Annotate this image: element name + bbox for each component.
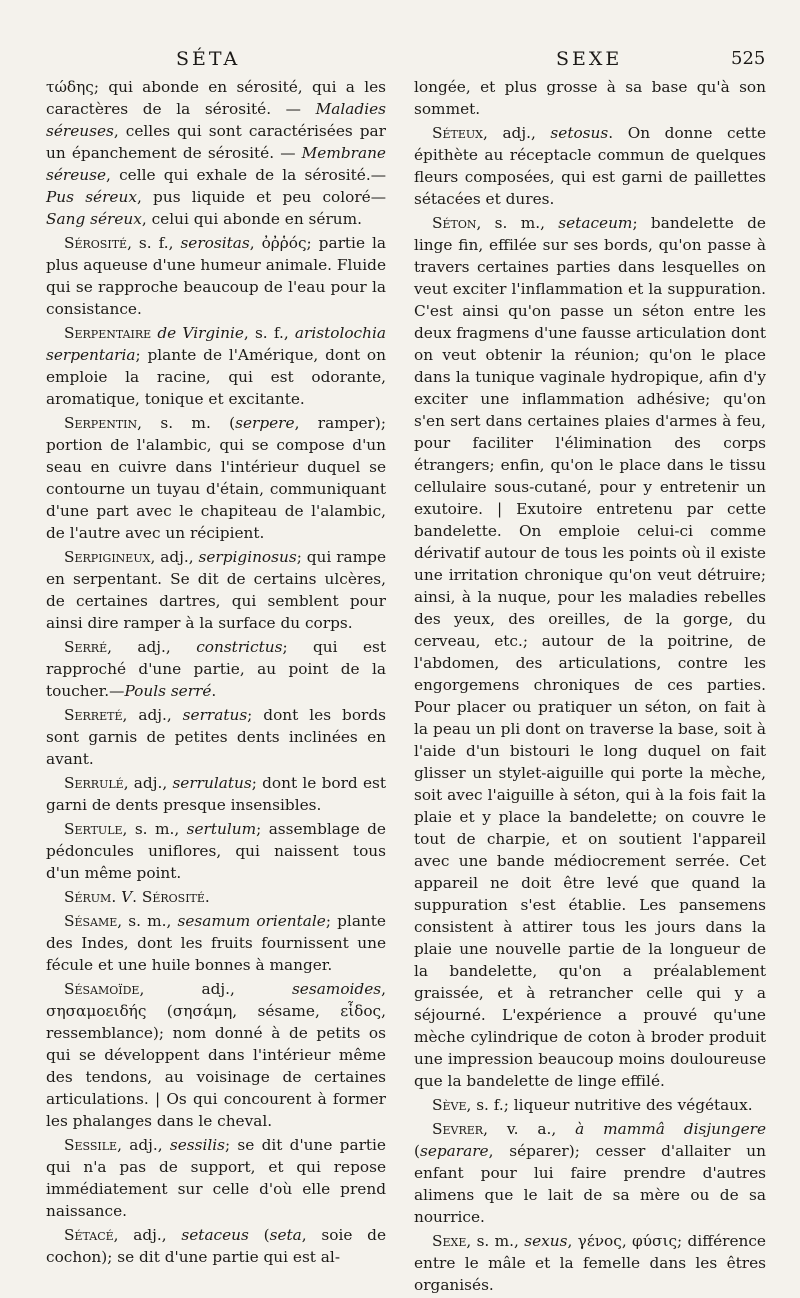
- entry-text: ; qui rampe en serpentant. Se dit de certains ulcères, de certaines dartres, qui semblent pour ainsi dire ramper à la surface du corps.: [46, 548, 386, 632]
- entry-text: .: [111, 888, 122, 906]
- dictionary-entry: [46, 412, 386, 544]
- headword: Séton: [432, 214, 477, 232]
- headword: Sexe: [432, 1232, 467, 1250]
- headword: Sessile: [64, 1136, 118, 1154]
- headword: Sevrer: [432, 1120, 484, 1138]
- headword: Sétacé: [64, 1226, 114, 1244]
- entry-text: , celui qui abonde en sérum.: [141, 210, 362, 228]
- entry-text: , adj.,: [122, 706, 183, 724]
- headword: Sérosité: [141, 888, 205, 906]
- entry-text: , celles qui sont caractérisées par un épanchement de sérosité. —: [46, 122, 386, 162]
- entry-text: ; qui est rapproché d'une partie, au point de la toucher.—: [46, 638, 387, 700]
- entry-text: , adj.,: [117, 1136, 170, 1154]
- dictionary-entry: [46, 886, 386, 908]
- entry-text: , adj.,: [150, 548, 199, 566]
- entry-text: , adj.,: [107, 638, 197, 656]
- italic-text: Membrane séreuse: [46, 144, 386, 184]
- entry-text: .: [132, 888, 142, 906]
- dictionary-entry: [46, 704, 386, 770]
- entry-text: , s. f.; liqueur nutritive des végétaux.: [466, 1096, 753, 1114]
- italic-text: sesamum orientale: [177, 912, 326, 930]
- entry-text: , s. m.,: [117, 912, 178, 930]
- entry-text: , ramper); portion de l'alambic, qui se compose d'un seau en cuivre dans l'intérieur duquel se contourne un tuyau d'étain, communiquant d'une part avec le chapiteau de l'alambic, de l'autre avec un récipient.: [46, 414, 386, 542]
- italic-text: serositas: [180, 234, 250, 252]
- entry-text: , séparer); cesser d'allaiter un enfant pour lui faire prendre d'autres alimens que le lait de sa mère ou de sa nourrice.: [414, 1142, 766, 1226]
- dictionary-entry: [46, 772, 386, 816]
- dictionary-entry: [414, 1118, 766, 1228]
- headword: Serpentaire: [64, 324, 152, 342]
- entry-text: , σησαμοειδής (σησάμη, sésame, εἶδος, ressemblance); nom donné à de petits os qui se développent dans l'intérieur même des tendons, au voisinage de certaines articulations. | Os qui concourent à former les phalanges dans le cheval.: [46, 980, 386, 1130]
- italic-text: V: [121, 888, 133, 906]
- italic-text: constrictus: [196, 638, 283, 656]
- dictionary-entry: [46, 636, 386, 702]
- entry-text: , s. f.,: [127, 234, 181, 252]
- entry-text: , ὀῤῥός; partie la plus aqueuse d'une humeur animale. Fluide qui se rapproche beaucoup de l'eau pour la consistance.: [46, 234, 386, 318]
- headword: Sève: [432, 1096, 467, 1114]
- dictionary-entry: [46, 322, 386, 410]
- italic-text: setosus: [550, 124, 609, 142]
- headword: Sésame: [64, 912, 118, 930]
- running-head-left: SÉTA: [176, 48, 241, 70]
- headword: Serpigineux: [64, 548, 151, 566]
- dictionary-entry: [46, 910, 386, 976]
- italic-text: serpere: [235, 414, 295, 432]
- entry-text: ; se dit d'une partie qui n'a pas de support, et qui repose immédiatement sur celle d'où elle prend naissance.: [46, 1136, 386, 1220]
- italic-text: sessilis: [169, 1136, 225, 1154]
- italic-text: sesamoides: [291, 980, 382, 998]
- page-number: 525: [731, 48, 766, 69]
- entry-text: ; dont le bord est garni de dents presque insensibles.: [46, 774, 386, 814]
- dictionary-entry: [414, 212, 766, 1092]
- entry-text: , s. f.,: [243, 324, 295, 342]
- dictionary-entry: [46, 1134, 386, 1222]
- entry-text: , pus liquide et peu coloré—: [136, 188, 386, 206]
- entry-text: , celle qui exhale de la sérosité.—: [106, 166, 386, 184]
- dictionary-entry: [46, 232, 386, 320]
- entry-text: , v. a.,: [483, 1120, 576, 1138]
- italic-text: Sang séreux: [46, 210, 142, 228]
- dictionary-entry: [414, 1230, 766, 1296]
- headword: Serreté: [64, 706, 123, 724]
- entry-text: , adj.,: [123, 774, 173, 792]
- running-head-right: SEXE: [556, 48, 623, 70]
- italic-text: separare: [419, 1142, 489, 1160]
- headword: Serré: [64, 638, 108, 656]
- entry-text: .: [211, 682, 217, 700]
- italic-text: setaceus: [181, 1226, 249, 1244]
- headword: Séteux: [432, 124, 483, 142]
- dictionary-entry: [46, 978, 386, 1132]
- entry-text: .: [204, 888, 210, 906]
- dictionary-entry: [46, 818, 386, 884]
- italic-text: serpiginosus: [198, 548, 297, 566]
- headword: Sérosité: [64, 234, 128, 252]
- continued-text: [46, 76, 386, 230]
- entry-text: . On donne cette épithète au réceptacle commun de quelques fleurs composées, qui est garni de paillettes sétacées et dures.: [414, 124, 766, 208]
- italic-text: serrulatus: [172, 774, 252, 792]
- italic-text: sexus: [524, 1232, 568, 1250]
- headword: Sérum: [64, 888, 112, 906]
- italic-text: seta: [269, 1226, 302, 1244]
- dictionary-entry: [414, 122, 766, 210]
- headword: Serrulé: [64, 774, 124, 792]
- italic-text: Pouls serré: [124, 682, 212, 700]
- headword: Serpentin: [64, 414, 138, 432]
- entry-text: ; plante des Indes, dont les fruits fournissent une fécule et une huile bonnes à manger.: [46, 912, 386, 974]
- dictionary-entry: [46, 1224, 386, 1268]
- left-column: [46, 76, 386, 1270]
- dictionary-entry: [414, 1094, 766, 1116]
- entry-text: , soie de cochon); se dit d'une partie qui est al-: [46, 1226, 386, 1266]
- entry-text: , adj.,: [113, 1226, 182, 1244]
- entry-text: ; plante de l'Amérique, dont on emploie la racine, qui est odorante, aromatique, tonique et excitante.: [46, 346, 386, 408]
- entry-text: longée, et plus grosse à sa base qu'à son sommet.: [414, 78, 766, 118]
- entry-text: , s. m. (: [137, 414, 236, 432]
- headword: Sertule: [64, 820, 123, 838]
- entry-text: ; assemblage de pédoncules uniflores, qui naissent tous d'un même point.: [46, 820, 386, 882]
- italic-text: de Virginie: [151, 324, 244, 342]
- entry-text: , γένος, φύσις; différence entre le mâle et la femelle dans les êtres organisés.: [414, 1232, 766, 1294]
- italic-text: à mammâ disjungere: [575, 1120, 766, 1138]
- headword: Sésamoïde: [64, 980, 140, 998]
- italic-text: serratus: [182, 706, 248, 724]
- entry-text: , s. m.,: [122, 820, 187, 838]
- entry-text: ; bandelette de linge fin, effilée sur ses bords, qu'on passe à travers certaines parties dans lesquelles on veut exciter l'inflammation et la suppuration. C'est ainsi qu'on passe un séton entre les deux fragmens d'une fausse articulation dont on veut obtenir la réunion; qu'on le place dans la tunique vaginale hydropique, afin d'y exciter une inflammation adhésive; qu'on s'en sert dans certaines plaies d'armes à feu, pour faciliter l'élimination des corps étrangers; enfin, qu'on le place dans le tissu cellulaire sous-cutané, pour y entretenir un exutoire. | Exutoire entretenu par cette bandelette. On emploie celui-ci comme dérivatif autour de tous les points où il existe une irritation chronique qu'on veut détruire; ainsi, à la nuque, pour les maladies rebelles des yeux, des oreilles, de la gorge, du cerveau, etc.; autour de la poitrine, de l'abdomen, des articulations, contre les engorgemens chroniques de ces parties. Pour placer ou pratiquer un séton, on fait à la peau un pli dont on traverse la base, soit à l'aide d'un bistouri le long duquel on fait glisser un stylet-aiguille qui porte la mèche, soit avec l'aiguille à séton, qui à la fois fait la plaie et y place la bandelette; on couvre le tout de charpie, et on soutient l'appareil avec une bande médiocrement serrée. Cet appareil ne doit être levé que quand la suppuration s'est établie. Les pansemens consistent à attirer tous les jours dans la plaie une nouvelle partie de la longueur de la bandelette, qu'on a préalablement graissée, et à retrancher celle qui y a séjourné. L'expérience a prouvé qu'une mèche cylindrique de coton à broder produit une impression beaucoup moins douloureuse que la bandelette de linge effilé.: [414, 214, 766, 1090]
- entry-text: , s. m.,: [476, 214, 559, 232]
- entry-text: τώδης; qui abonde en sérosité, qui a les caractères de la sérosité. —: [46, 78, 386, 118]
- italic-text: setaceum: [558, 214, 633, 232]
- right-column: [414, 76, 766, 1298]
- continued-text: [414, 76, 766, 120]
- italic-text: Pus séreux: [46, 188, 137, 206]
- entry-text: , adj.,: [482, 124, 551, 142]
- entry-text: , s. m.,: [466, 1232, 525, 1250]
- dictionary-entry: [46, 546, 386, 634]
- entry-text: (: [248, 1226, 270, 1244]
- italic-text: aristolochia serpentaria: [46, 324, 386, 364]
- italic-text: sertulum: [186, 820, 257, 838]
- entry-text: ; dont les bords sont garnis de petites dents inclinées en avant.: [46, 706, 386, 768]
- italic-text: Maladies séreuses: [46, 100, 386, 140]
- entry-text: (: [414, 1142, 420, 1160]
- entry-text: , adj.,: [139, 980, 292, 998]
